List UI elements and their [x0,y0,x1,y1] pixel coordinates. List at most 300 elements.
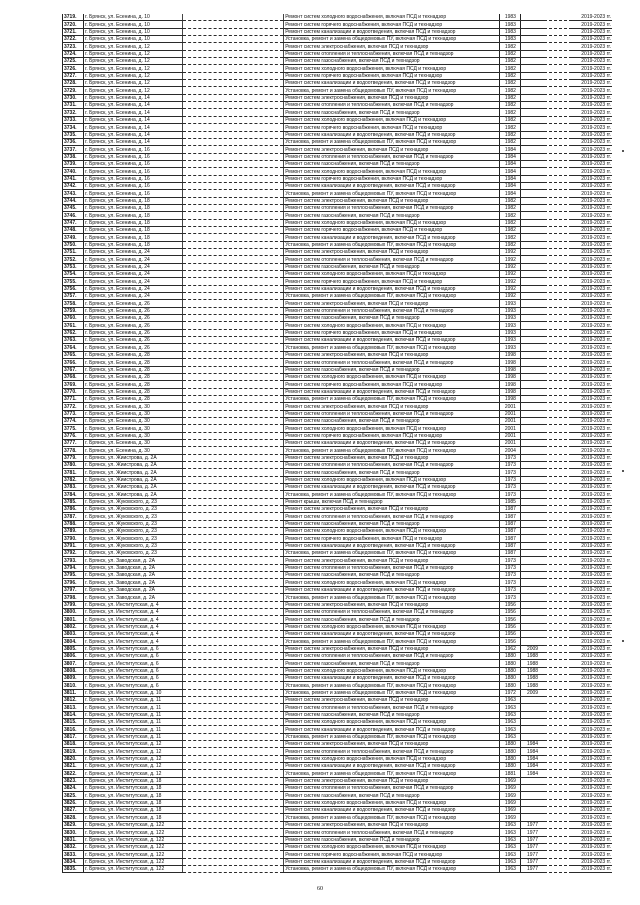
period-cell: 2019-2023 гг. [572,564,612,571]
year-built-cell: 1982 [500,50,521,57]
year-renovated-cell [521,315,544,322]
row-number: 3748. [63,226,84,233]
year-renovated-cell [521,403,544,410]
period-cell: 2019-2023 гг. [572,182,612,189]
work-type-cell: Ремонт систем газоснабжения, включая ПСД и технадзор [284,660,500,667]
period-cell: 2019-2023 гг. [572,249,612,256]
work-type-cell: Ремонт систем горячего водоснабжения, включая ПСД и технадзор [284,175,500,182]
row-number: 3759. [63,307,84,314]
year-built-cell: 1982 [500,72,521,79]
year-built-cell: 1956 [500,630,521,637]
period-cell: 2019-2023 гг. [572,836,612,843]
address-cell: г. Брянск, ул. Есенина, д. 30 [84,403,183,410]
address-cell: г. Брянск, ул. Институтская, д. 4 [84,616,183,623]
empty-cell [544,454,572,461]
table-row [63,138,613,145]
row-number: 3810. [63,682,84,689]
year-renovated-cell [521,175,544,182]
year-built-cell: 1998 [500,395,521,402]
table-row [63,704,613,711]
address-cell: г. Брянск, ул. Институтская, д. 11 [84,719,183,726]
address-cell: г. Брянск, ул. Институтская, д. 122 [84,851,183,858]
year-renovated-cell: 1984 [521,755,544,762]
row-number: 3834. [63,858,84,865]
year-renovated-cell: 1977 [521,829,544,836]
empty-cell [544,719,572,726]
row-number: 3769. [63,381,84,388]
row-number: 3777. [63,439,84,446]
year-renovated-cell [521,506,544,513]
empty-cell [544,608,572,615]
address-cell: г. Брянск, ул. Жуковского, д. 23 [84,520,183,527]
period-cell: 2019-2023 гг. [572,513,612,520]
empty-cell [544,21,572,28]
empty-cell [544,212,572,219]
empty-cell [182,337,284,344]
row-number: 3827. [63,807,84,814]
year-built-cell: 1992 [500,278,521,285]
address-cell: г. Брянск, ул. Есенина, д. 28 [84,388,183,395]
year-renovated-cell [521,293,544,300]
work-type-cell: Ремонт систем отопления и теплоснабжения, включая ПСД и технадзор [284,256,500,263]
empty-cell [544,80,572,87]
empty-cell [544,359,572,366]
period-cell: 2019-2023 гг. [572,58,612,65]
address-cell: г. Брянск, ул. Есенина, д. 16 [84,175,183,182]
period-cell: 2019-2023 гг. [572,476,612,483]
table-row [63,87,613,94]
work-type-cell: Ремонт систем горячего водоснабжения, включая ПСД и технадзор [284,329,500,336]
period-cell: 2019-2023 гг. [572,131,612,138]
year-built-cell: 1984 [500,153,521,160]
year-built-cell: 1987 [500,506,521,513]
table-row [63,557,613,564]
year-built-cell: 1963 [500,858,521,865]
table-row [63,461,613,468]
period-cell: 2019-2023 гг. [572,197,612,204]
empty-cell [544,616,572,623]
year-built-cell: 1998 [500,351,521,358]
period-cell: 2019-2023 гг. [572,469,612,476]
empty-cell [182,190,284,197]
empty-cell [544,241,572,248]
year-renovated-cell [521,124,544,131]
row-number: 3822. [63,770,84,777]
address-cell: г. Брянск, ул. Институтская, д. 4 [84,623,183,630]
row-number: 3780. [63,461,84,468]
empty-cell [544,388,572,395]
year-built-cell: 2004 [500,447,521,454]
period-cell: 2019-2023 гг. [572,858,612,865]
year-built-cell: 1963 [500,696,521,703]
empty-cell [182,124,284,131]
period-cell: 2019-2023 гг. [572,50,612,57]
empty-cell [182,755,284,762]
work-type-cell: Ремонт систем холодного водоснабжения, включая ПСД и технадзор [284,219,500,226]
empty-cell [182,14,284,21]
year-built-cell: 1983 [500,28,521,35]
empty-cell [544,226,572,233]
empty-cell [544,799,572,806]
year-renovated-cell: 1977 [521,843,544,850]
row-number: 3754. [63,271,84,278]
empty-cell [182,381,284,388]
empty-cell [544,219,572,226]
year-built-cell: 1987 [500,535,521,542]
period-cell: 2019-2023 гг. [572,829,612,836]
year-renovated-cell [521,601,544,608]
address-cell: г. Брянск, ул. Есенина, д. 12 [84,72,183,79]
empty-cell [544,851,572,858]
empty-cell [182,234,284,241]
address-cell: г. Брянск, ул. Жиистрова, д. 2А [84,476,183,483]
row-number: 3804. [63,638,84,645]
work-type-cell: Ремонт систем электроснабжения, включая ПСД и технадзор [284,403,500,410]
address-cell: г. Брянск, ул. Есенина, д. 18 [84,212,183,219]
work-type-cell: Ремонт систем горячего водоснабжения, включая ПСД и технадзор [284,432,500,439]
year-built-cell: 1973 [500,579,521,586]
empty-cell [544,315,572,322]
year-renovated-cell [521,476,544,483]
period-cell: 2019-2023 гг. [572,741,612,748]
row-number: 3821. [63,763,84,770]
empty-cell [544,278,572,285]
table-row [63,315,613,322]
address-cell: г. Брянск, ул. Есенина, д. 28 [84,373,183,380]
period-cell: 2019-2023 гг. [572,65,612,72]
empty-cell [182,667,284,674]
row-number: 3824. [63,785,84,792]
year-built-cell: 1969 [500,799,521,806]
work-type-cell: Ремонт систем электроснабжения, включая ПСД и технадзор [284,300,500,307]
document-page [62,14,612,873]
year-renovated-cell [521,572,544,579]
table-row [63,513,613,520]
address-cell: г. Брянск, ул. Есенина, д. 26 [84,300,183,307]
year-built-cell: 1982 [500,124,521,131]
row-number: 3721. [63,28,84,35]
year-built-cell: 1985 [500,498,521,505]
year-renovated-cell [521,116,544,123]
year-renovated-cell [521,623,544,630]
table-row [63,94,613,101]
empty-cell [544,175,572,182]
year-renovated-cell [521,153,544,160]
address-cell: г. Брянск, ул. Институтская, д. 122 [84,858,183,865]
table-row [63,43,613,50]
empty-cell [182,843,284,850]
work-type-cell: Ремонт систем газоснабжения, включая ПСД и технадзор [284,109,500,116]
work-type-cell: Ремонт систем отопления и теплоснабжения, включая ПСД и технадзор [284,461,500,468]
period-cell: 2019-2023 гг. [572,146,612,153]
year-built-cell: 1982 [500,234,521,241]
empty-cell [544,770,572,777]
year-renovated-cell [521,513,544,520]
empty-cell [544,271,572,278]
empty-cell [182,851,284,858]
address-cell: г. Брянск, ул. Институтская, д. 18 [84,785,183,792]
year-renovated-cell [521,608,544,615]
period-cell: 2019-2023 гг. [572,799,612,806]
empty-cell [544,572,572,579]
year-built-cell: 1973 [500,564,521,571]
row-number: 3731. [63,102,84,109]
table-row [63,219,613,226]
period-cell: 2019-2023 гг. [572,204,612,211]
table-row [63,689,613,696]
row-number: 3811. [63,689,84,696]
work-type-cell: Установка, ремонт и замена общедомовых ПУ, включая ПСД и технадзор [284,550,500,557]
table-row [63,608,613,615]
work-type-cell: Ремонт систем канализации и водоотведения, включая ПСД и технадзор [284,131,500,138]
row-number: 3758. [63,300,84,307]
work-type-cell: Ремонт систем отопления и теплоснабжения, включая ПСД и технадзор [284,564,500,571]
table-row [63,843,613,850]
address-cell: г. Брянск, ул. Институтская, д. 12 [84,741,183,748]
address-cell: г. Брянск, ул. Институтская, д. 18 [84,807,183,814]
year-built-cell: 1956 [500,623,521,630]
address-cell: г. Брянск, ул. Институтская, д. 4 [84,608,183,615]
address-cell: г. Брянск, ул. Институтская, д. 11 [84,704,183,711]
empty-cell [182,351,284,358]
period-cell: 2019-2023 гг. [572,344,612,351]
period-cell: 2019-2023 гг. [572,777,612,784]
work-type-cell: Ремонт систем газоснабжения, включая ПСД и технадзор [284,836,500,843]
year-renovated-cell [521,28,544,35]
row-number: 3744. [63,197,84,204]
empty-cell [544,58,572,65]
table-row [63,366,613,373]
year-renovated-cell [521,168,544,175]
table-row [63,410,613,417]
empty-cell [544,425,572,432]
empty-cell [544,131,572,138]
period-cell: 2019-2023 гг. [572,814,612,821]
empty-cell [544,102,572,109]
empty-cell [182,763,284,770]
work-type-cell: Ремонт систем холодного водоснабжения, включая ПСД и технадзор [284,528,500,535]
work-type-cell: Ремонт систем холодного водоснабжения, включая ПСД и технадзор [284,168,500,175]
year-built-cell: 1881 [500,770,521,777]
table-row [63,102,613,109]
address-cell: г. Брянск, ул. Есенина, д. 28 [84,366,183,373]
row-number: 3723. [63,43,84,50]
period-cell: 2019-2023 гг. [572,498,612,505]
empty-cell [544,741,572,748]
work-type-cell: Ремонт систем холодного водоснабжения, включая ПСД и технадзор [284,843,500,850]
year-built-cell: 1982 [500,58,521,65]
empty-cell [544,660,572,667]
work-type-cell: Установка, ремонт и замена общедомовых ПУ, включая ПСД и технадзор [284,344,500,351]
table-row [63,28,613,35]
year-built-cell: 1993 [500,307,521,314]
empty-cell [544,109,572,116]
address-cell: г. Брянск, ул. Жуковского, д. 23 [84,498,183,505]
table-row [63,586,613,593]
empty-cell [544,821,572,828]
table-row [63,506,613,513]
table-row [63,36,613,43]
year-renovated-cell [521,447,544,454]
table-row [63,799,613,806]
work-type-cell: Ремонт систем канализации и водоотведения, включая ПСД и технадзор [284,542,500,549]
address-cell: г. Брянск, ул. Есенина, д. 18 [84,197,183,204]
period-cell: 2019-2023 гг. [572,630,612,637]
table-row [63,491,613,498]
address-cell: г. Брянск, ул. Есенина, д. 10 [84,28,183,35]
year-renovated-cell [521,594,544,601]
empty-cell [182,366,284,373]
empty-cell [544,153,572,160]
work-type-cell: Ремонт систем электроснабжения, включая ПСД и технадзор [284,454,500,461]
period-cell: 2019-2023 гг. [572,528,612,535]
period-cell: 2019-2023 гг. [572,410,612,417]
year-built-cell: 1982 [500,102,521,109]
row-number: 3762. [63,329,84,336]
work-type-cell: Ремонт систем холодного водоснабжения, включая ПСД и технадзор [284,799,500,806]
year-renovated-cell [521,131,544,138]
year-renovated-cell [521,535,544,542]
empty-cell [182,454,284,461]
period-cell: 2019-2023 гг. [572,381,612,388]
table-row [63,293,613,300]
address-cell: г. Брянск, ул. Институтская, д. 12 [84,748,183,755]
row-number: 3796. [63,579,84,586]
work-type-cell: Установка, ремонт и замена общедомовых ПУ, включая ПСД и технадзор [284,638,500,645]
period-cell: 2019-2023 гг. [572,14,612,21]
row-number: 3830. [63,829,84,836]
work-type-cell: Ремонт систем горячего водоснабжения, включая ПСД и технадзор [284,278,500,285]
empty-cell [182,696,284,703]
year-built-cell: 1982 [500,241,521,248]
empty-cell [182,726,284,733]
period-cell: 2019-2023 гг. [572,226,612,233]
work-type-cell: Ремонт систем холодного водоснабжения, включая ПСД и технадзор [284,322,500,329]
work-type-cell: Ремонт систем электроснабжения, включая ПСД и технадзор [284,821,500,828]
table-row [63,256,613,263]
empty-cell [544,234,572,241]
period-cell: 2019-2023 гг. [572,733,612,740]
address-cell: г. Брянск, ул. Институтская, д. 10 [84,689,183,696]
year-renovated-cell [521,65,544,72]
period-cell: 2019-2023 гг. [572,359,612,366]
table-row [63,564,613,571]
empty-cell [544,814,572,821]
row-number: 3729. [63,87,84,94]
address-cell: г. Брянск, ул. Есенина, д. 12 [84,43,183,50]
empty-cell [182,799,284,806]
work-type-cell: Установка, ремонт и замена общедомовых ПУ, включая ПСД и технадзор [284,865,500,872]
table-row [63,528,613,535]
year-built-cell: 1982 [500,43,521,50]
year-built-cell: 1956 [500,601,521,608]
year-renovated-cell [521,241,544,248]
year-renovated-cell [521,807,544,814]
work-type-cell: Ремонт систем газоснабжения, включая ПСД и технадзор [284,160,500,167]
period-cell: 2019-2023 гг. [572,94,612,101]
year-renovated-cell [521,696,544,703]
empty-cell [544,410,572,417]
row-number: 3803. [63,630,84,637]
year-built-cell: 2001 [500,410,521,417]
empty-cell [182,785,284,792]
empty-cell [544,579,572,586]
address-cell: г. Брянск, ул. Институтская, д. 18 [84,799,183,806]
address-cell: г. Брянск, ул. Жуковского, д. 23 [84,513,183,520]
table-row [63,836,613,843]
work-type-cell: Ремонт систем холодного водоснабжения, включая ПСД и технадзор [284,579,500,586]
empty-cell [544,300,572,307]
work-type-cell: Ремонт систем газоснабжения, включая ПСД и технадзор [284,572,500,579]
empty-cell [544,138,572,145]
empty-cell [182,550,284,557]
work-type-cell: Ремонт систем горячего водоснабжения, включая ПСД и технадзор [284,124,500,131]
year-built-cell: 1956 [500,616,521,623]
year-renovated-cell [521,630,544,637]
table-row [63,373,613,380]
year-built-cell: 1982 [500,109,521,116]
year-built-cell: 1987 [500,550,521,557]
empty-cell [182,586,284,593]
empty-cell [544,498,572,505]
address-cell: г. Брянск, ул. Институтская, д. 122 [84,829,183,836]
year-renovated-cell: 2009 [521,645,544,652]
year-renovated-cell [521,344,544,351]
row-number: 3743. [63,190,84,197]
address-cell: г. Брянск, ул. Институтская, д. 6 [84,667,183,674]
table-row [63,388,613,395]
row-number: 3768. [63,373,84,380]
empty-cell [544,293,572,300]
work-type-cell: Ремонт систем горячего водоснабжения, включая ПСД и технадзор [284,535,500,542]
period-cell: 2019-2023 гг. [572,682,612,689]
year-renovated-cell [521,564,544,571]
empty-cell [182,491,284,498]
table-row [63,719,613,726]
work-type-cell: Ремонт систем отопления и теплоснабжения, включая ПСД и технадзор [284,704,500,711]
table-row [63,395,613,402]
empty-cell [544,94,572,101]
empty-cell [182,498,284,505]
year-built-cell: 1972 [500,689,521,696]
period-cell: 2019-2023 гг. [572,792,612,799]
work-type-cell: Ремонт систем отопления и теплоснабжения, включая ПСД и технадзор [284,785,500,792]
row-number: 3786. [63,506,84,513]
period-cell: 2019-2023 гг. [572,322,612,329]
row-number: 3763. [63,337,84,344]
empty-cell [182,271,284,278]
year-built-cell: 1998 [500,388,521,395]
empty-cell [182,719,284,726]
table-row [63,403,613,410]
year-renovated-cell [521,425,544,432]
table-row [63,65,613,72]
work-type-cell: Ремонт систем холодного водоснабжения, включая ПСД и технадзор [284,373,500,380]
work-type-cell: Ремонт систем канализации и водоотведения, включая ПСД и технадзор [284,28,500,35]
year-built-cell: 1969 [500,777,521,784]
year-renovated-cell: 1988 [521,682,544,689]
year-renovated-cell [521,410,544,417]
row-number: 3752. [63,256,84,263]
row-number: 3727. [63,72,84,79]
year-renovated-cell: 1984 [521,748,544,755]
row-number: 3770. [63,388,84,395]
address-cell: г. Брянск, ул. Институтская, д. 12 [84,755,183,762]
work-type-cell: Ремонт систем горячего водоснабжения, включая ПСД и технадзор [284,851,500,858]
period-cell: 2019-2023 гг. [572,175,612,182]
address-cell: г. Брянск, ул. Есенина, д. 12 [84,87,183,94]
empty-cell [544,329,572,336]
